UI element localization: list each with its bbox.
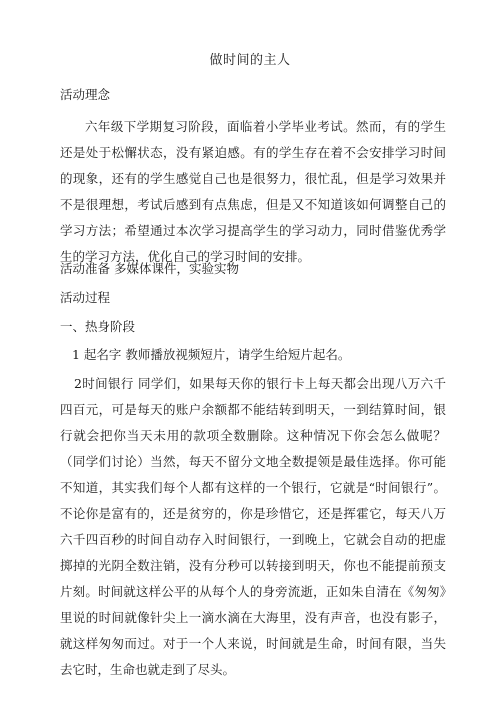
step2-paragraph: 2时间银行 同学们，如果每天你的银行卡上每天都会出现八万六千四百元，可是每天的账户余额都不能结转到明天，一到结算时间，银行就会把你当天未用的款项全数删除。这种情况下你会怎么做呢？（同学们讨论）当然，每天不留分文地全数提领是最佳选择。你可能不知道，其实我们每个人都有这样的一个银行，它就是“时间银行”。不论你是富有的，还是贫穷的，你是珍惜它，还是挥霍它，每天八万六千四百秒的时间自动存入时间银行，一到晚上，它就会自动的把虚掷掉的光阴全数注销，没有分秒可以转接到明天，你也不能提前预支片刻。时间就这样公平的从每个人的身旁流逝，正如朱自清在《匆匆》里说的时间就像针尖上一滴水滴在大海里，没有声音，也没有影子，就这样匆匆而过。对于一个人来说，时间就是生命，时间有限，当失去它时，生命也就走到了尽头。 [60, 376, 446, 677]
page-title: 做时间的主人 [209, 53, 291, 68]
prep-line: 活动准备 多媒体课件，实验实物 [60, 261, 239, 276]
process-heading: 活动过程 [60, 290, 111, 305]
concept-paragraph: 六年级下学期复习阶段，面临着小学毕业考试。然而，有的学生还是处于松懈状态，没有紧迫感。有的学生存在着不会安排学习时间的现象，还有的学生感觉自己也是很努力，很忙乱，但是学习效果并不是很理想，考试后感到有点焦虑，但是又不知道该如何调整自己的学习方法；希望通过本次学习提高学生的学习动力，同时借鉴优秀学生的学习方法，优化自己的学习时间的安排。 [60, 119, 446, 264]
concept-heading: 活动理念 [60, 87, 111, 102]
stage1-heading: 一、热身阶段 [60, 319, 136, 334]
step1-text: 1 起名字 教师播放视频短片，请学生给短片起名。 [72, 347, 351, 362]
